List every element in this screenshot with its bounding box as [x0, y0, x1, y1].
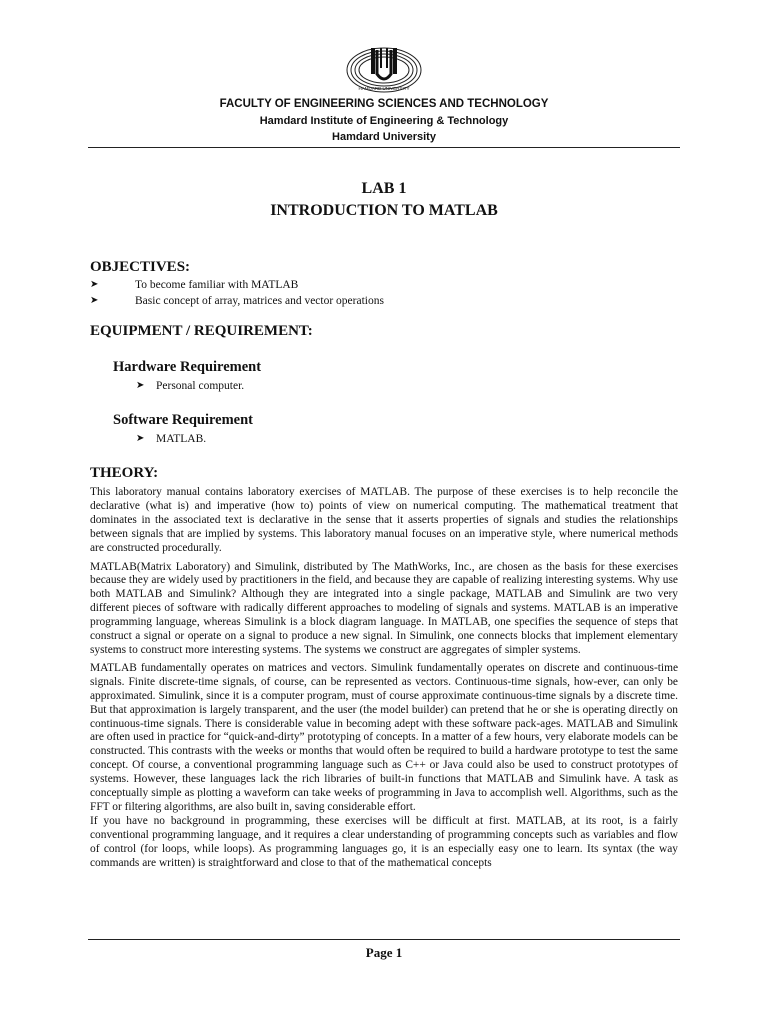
objectives-heading: OBJECTIVES:	[90, 259, 191, 275]
theory-paragraph: MATLAB fundamentally operates on matrices and vectors. Simulink fundamentally operates on discrete and continuous-time signals. Finite discrete-time signals, of course, can be represented as vectors. Continuous-time signals, how-ever, can only be approximated. Simulink, since it is a computer program, must of course approximate continuous-time signals by a discrete time. But that approximation is largely transparent, and the user (the model builder) can pretend that he or she is operating directly on continuous-time signals. There is considerable value in becoming adept with these software pack-ages. MATLAB and Simulink are often used in practice for “quick-and-dirty” prototyping of concepts. In a matter of a few hours, very elaborate models can be constructed. This contrasts with the weeks or months that would often be required to build a hardware prototype to test the same concept. Of course, a conventional programming language such as C++ or Java could also be used to construct prototypes of systems. However, these languages lack the rich libraries of built-in functions that MATLAB and Simulink have. A task as conceptually simple as plotting a waveform can take weeks of programming in Java to accomplish well. Algorithms, such as the FFT or filtering algorithms, are also built in, saving considerable effort.	[90, 661, 678, 813]
theory-paragraph: If you have no background in programming, these exercises will be difficult at first. MATLAB, at its root, is a fairly conventional programming language, and it requires a clear understanding of programming concepts such as variables and flow of control (for loops, while loops). As programming languages go, it is an especially easy one to learn. Its syntax (the way commands are written) is straightforward and close to that of the mathematical concepts	[90, 814, 678, 869]
theory-paragraph: MATLAB(Matrix Laboratory) and Simulink, distributed by The MathWorks, Inc., are chosen as the basis for these exercises because they are widely used by practitioners in the field, and because they are capable of realizing interesting systems. Why use both MATLAB and Simulink? Although they are integrated into a single package, MATLAB and Simulink are two very different pieces of software with radically different approaches to modeling of signals and systems. MATLAB is an imperative programming language, whereas Simulink is a block diagram language. In MATLAB, one specifies the sequence of steps that construct a signal or operate on a signal to produce a new signal. In Simulink, one connects blocks that implement elementary systems to construct more interesting systems. The systems we construct are aggregates of simpler systems.	[90, 560, 678, 656]
footer-divider	[88, 939, 680, 940]
university-name: Hamdard University	[332, 131, 436, 143]
arrow-bullet-icon: ➤	[136, 433, 145, 444]
theory-heading: THEORY:	[90, 465, 159, 481]
theory-paragraph: This laboratory manual contains laboratory exercises of MATLAB. The purpose of these exercises is to help reconcile the declarative (what is) and imperative (how to) points of view on numerical computing. The mathematical treatment that dominates in the associated text is declarative in the sense that it asserts properties of signals and studies the relationships between signals that are implied by systems. This laboratory manual focuses on an imperative style, where numerical methods are constructed procedurally.	[90, 486, 678, 554]
lab-number: LAB 1	[361, 180, 407, 197]
svg-text:HAMDARD UNIVERSITY: HAMDARD UNIVERSITY	[358, 86, 410, 91]
lab-title: INTRODUCTION TO MATLAB	[270, 202, 498, 219]
university-logo-icon	[344, 44, 424, 96]
software-heading: Software Requirement	[113, 412, 254, 428]
theory-body	[90, 486, 678, 870]
document-page: HAMDARD UNIVERSITY FACULTY OF ENGINEERING SCIENCES AND TECHNOLOGY Hamdard Institute of Engineering & Technology Hamdard University LAB 1 INTRODUCTION TO MATLAB OBJECTIVES: ➤ To become familiar with MATLAB ➤ Basic concept of array, matrices and vector operations EQUIPMENT / REQUIREMENT: Hardware Requirement ➤ Personal computer. Software Requirement ➤ MATLAB. THEORY: This laboratory manual contains laboratory exercises of MATLAB. The purpose of these exercises is to help reconcile the declarative (what is) and imperative (how to) points of view on numerical computing. The mathematical treatment that dominates in the associated text is declarative in the sense that it asserts properties of signals and studies the relationships between signals that are implied by systems. This laboratory manual focuses on an imperative style, where numerical methods are constructed procedurally. MATLAB(Matrix Laboratory) and Simulink, distributed by The MathWorks, Inc., are chosen as the basis for these exercises because they are widely used by practitioners in the field, and because they are capable of realizing interesting systems. Why use both MATLAB and Simulink? Although they are integrated into a single package, MATLAB and Simulink are two very different pieces of software with radically different approaches to modeling of signals and systems. MATLAB is an imperative programming language, whereas Simulink is a block diagram language. In MATLAB, one specifies the sequence of steps that construct a signal or operate on a signal to produce a new signal. In Simulink, one connects blocks that implement elementary systems to construct more interesting systems. The systems we construct are aggregates of simpler systems. MATLAB fundamentally operates on matrices and vectors. Simulink fundamentally operates on discrete and continuous-time signals. Finite discrete-time signals, of course, can be represented as vectors. Continuous-time signals, how-ever, can only be approximated. Simulink, since it is a computer program, must of course approximate continuous-time signals by a discrete time. But that approximation is largely transparent, and the user (the model builder) can pretend that he or she is operating directly on continuous-time signals. There is considerable value in becoming adept with these software pack-ages. MATLAB and Simulink are often used in practice for “quick-and-dirty” prototyping of concepts. In a matter of a few hours, very elaborate models can be constructed. This contrasts with the weeks or months that would often be required to build a hardware prototype to test the same concept. Of course, a conventional programming language such as C++ or Java could also be used to construct prototypes of systems. However, these languages lack the rich libraries of built-in functions that MATLAB and Simulink have. A task as conceptually simple as plotting a waveform can take weeks of programming in Java to accomplish well. Algorithms, such as the FFT or filtering algorithms, are also built in, saving considerable effort. If you have no background in programming, these exercises will be difficult at first. MATLAB, at its root, is a fairly conventional programming language, and it requires a clear understanding of programming concepts such as variables and flow of control (for loops, while loops). As programming languages go, it is an especially easy one to learn. Its syntax (the way commands are written) is straightforward and close to that of the mathematical concepts Page 1	[0, 0, 768, 1024]
institute-name: Hamdard Institute of Engineering & Technology	[259, 115, 509, 127]
arrow-bullet-icon: ➤	[90, 279, 99, 290]
hardware-heading: Hardware Requirement	[113, 359, 262, 375]
page-number: Page 1	[365, 945, 403, 960]
faculty-name: FACULTY OF ENGINEERING SCIENCES AND TECHNOLOGY	[219, 98, 549, 110]
equipment-heading: EQUIPMENT / REQUIREMENT:	[90, 323, 313, 339]
arrow-bullet-icon: ➤	[90, 295, 99, 306]
arrow-bullet-icon: ➤	[136, 380, 145, 391]
header-divider	[88, 147, 680, 148]
